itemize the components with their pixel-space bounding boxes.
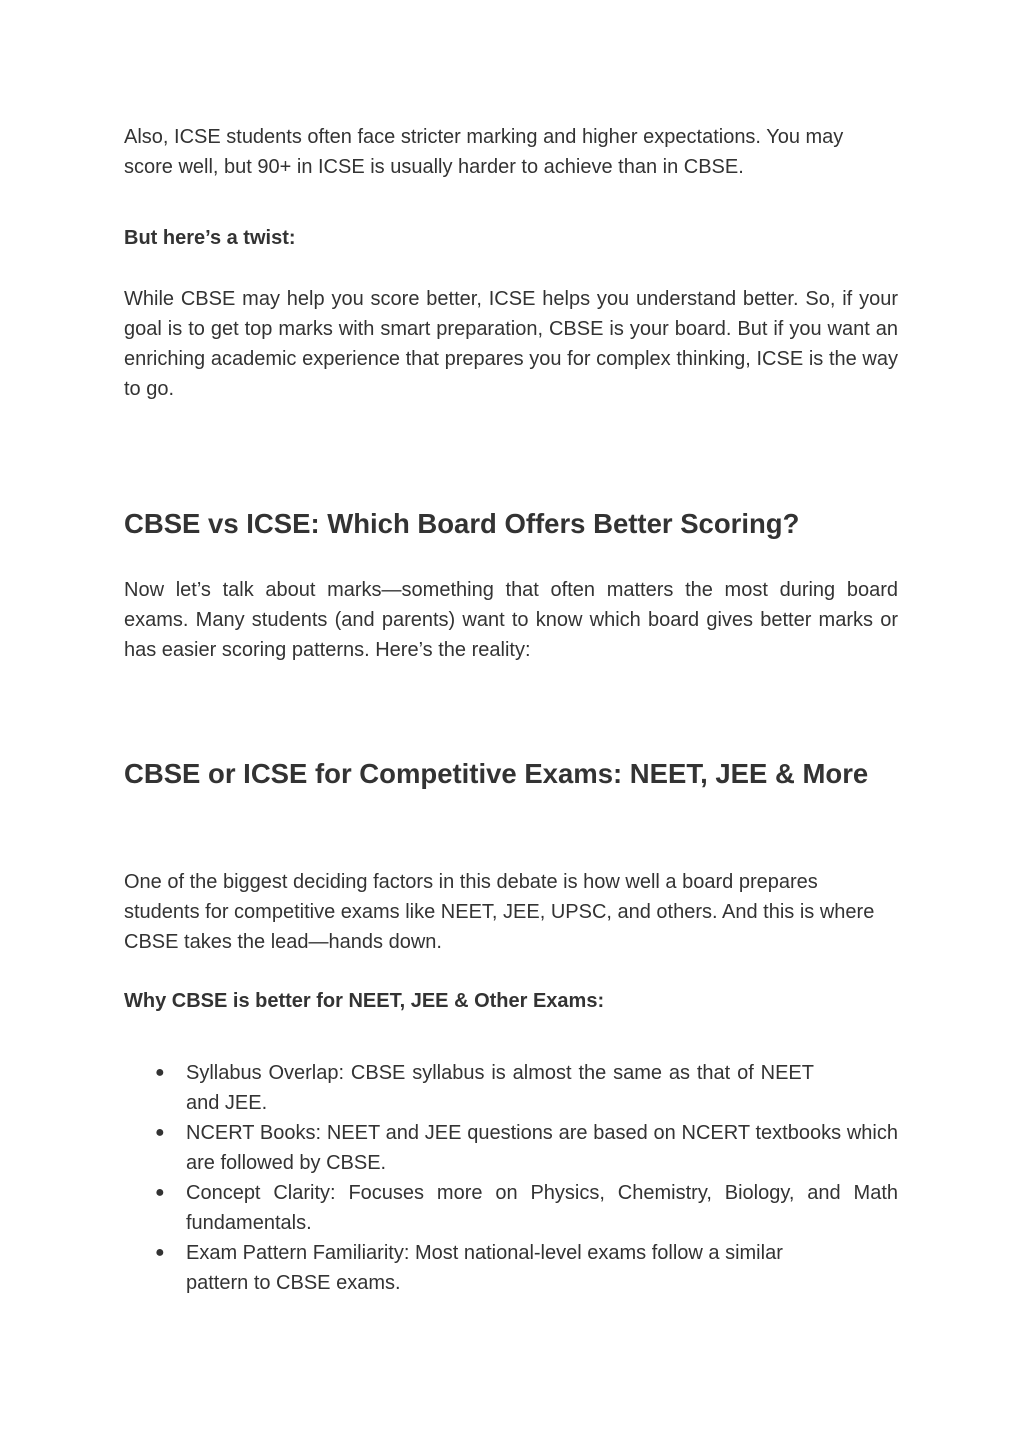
paragraph-competitive: One of the biggest deciding factors in this debate is how well a board prepares students for competitive exams like NEET, JEE, UPSC, and others. And this is where CBSE takes the lead—hands down. bbox=[124, 871, 875, 953]
twist-heading: But here’s a twist: bbox=[124, 227, 296, 249]
list-item-text: Concept Clarity: Focuses more on Physics, Chemistry, Biology, and Math fundamentals. bbox=[186, 1182, 898, 1234]
heading-competitive-exams: CBSE or ICSE for Competitive Exams: NEET, JEE & More bbox=[124, 758, 869, 789]
list-item-text: Exam Pattern Familiarity: Most national-level exams follow a similar pattern to CBSE exams. bbox=[186, 1242, 783, 1294]
list-item bbox=[124, 1118, 898, 1178]
list-item bbox=[124, 1058, 898, 1118]
list-item-text: Syllabus Overlap: CBSE syllabus is almost the same as that of NEET and JEE. bbox=[186, 1062, 814, 1114]
list-item bbox=[124, 1178, 898, 1238]
heading-better-scoring: CBSE vs ICSE: Which Board Offers Better Scoring? bbox=[124, 508, 800, 539]
bullet-list bbox=[124, 1058, 898, 1298]
bullet-icon: ● bbox=[155, 1064, 165, 1081]
list-item bbox=[124, 1238, 898, 1298]
bullet-icon: ● bbox=[155, 1244, 165, 1261]
bullet-icon: ● bbox=[155, 1124, 165, 1141]
paragraph-icse-marking: Also, ICSE students often face stricter marking and higher expectations. You may score well, but 90+ in ICSE is usually harder to achieve than in CBSE. bbox=[124, 126, 844, 178]
list-item-text: NCERT Books: NEET and JEE questions are based on NCERT textbooks which are followed by CBSE. bbox=[186, 1122, 898, 1174]
subheading-why-cbse: Why CBSE is better for NEET, JEE & Other Exams: bbox=[124, 990, 605, 1012]
paragraph-marks: Now let’s talk about marks—something that often matters the most during board exams. Many students (and parents) want to know which board gives better marks or has easier scoring patterns. Here’s the reality: bbox=[124, 579, 898, 661]
paragraph-twist: While CBSE may help you score better, ICSE helps you understand better. So, if your goal is to get top marks with smart preparation, CBSE is your board. But if you want an enriching academic experience that prepares you for complex thinking, ICSE is the way to go. bbox=[124, 288, 898, 400]
bullet-icon: ● bbox=[155, 1184, 165, 1201]
